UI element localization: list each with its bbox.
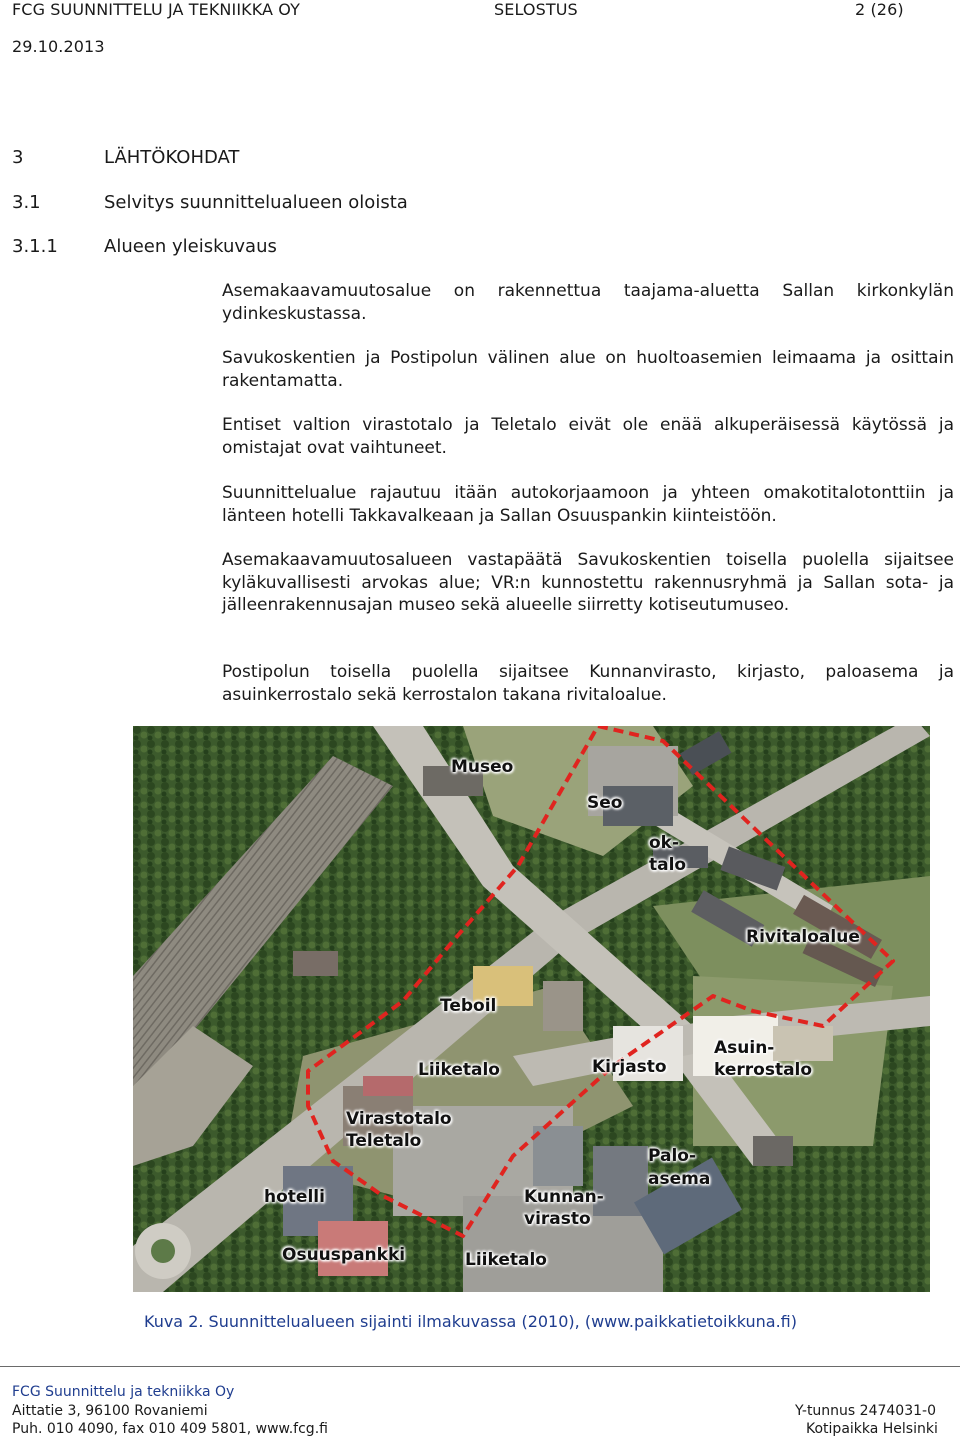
map-label-virastotalo: Virastotalo: [346, 1109, 452, 1129]
paragraph: Asemakaavamuutosalueen vastapäätä Savukoskentien toisella puolella sijaitsee kyläkuvallisesti arvokas alue; VR:n kunnostettu rakennusryhmä ja Sallan sota- ja jälleenrakennusajan museo sekä alueelle siirretty kotiseutumuseo.: [222, 550, 954, 615]
map-label-teletalo: Teletalo: [346, 1131, 422, 1151]
heading-number: 3: [12, 147, 24, 168]
map-label-liiketalo: Liiketalo: [465, 1250, 547, 1270]
map-label-kunnanvirasto: Kunnan-: [524, 1187, 604, 1207]
paragraph: Asemakaavamuutosalue on rakennettua taajama-aluetta Sallan kirkonkylän ydinkeskustassa.: [222, 281, 954, 324]
paragraph: Postipolun toisella puolella sijaitsee Kunnanvirasto, kirjasto, paloasema ja asuinkerrostalo sekä kerrostalon takana rivitaloalue.: [222, 662, 954, 705]
map-label-hotelli: hotelli: [264, 1187, 325, 1207]
footer-domicile: Kotipaikka Helsinki: [806, 1421, 938, 1437]
map-label-asuinkerrostalo: kerrostalo: [714, 1060, 813, 1080]
heading-title: LÄHTÖKOHDAT: [104, 147, 240, 168]
map-label-liiketalo: Liiketalo: [418, 1060, 500, 1080]
subsubheading-title: Alueen yleiskuvaus: [104, 236, 277, 257]
paragraph: Suunnittelualue rajautuu itään autokorjaamoon ja yhteen omakotitalotonttiin ja länteen hotelli Takkavalkeaan ja Sallan Osuuspankin kiinteistöön.: [222, 483, 954, 526]
header-page-number: 2 (26): [855, 0, 904, 19]
header-company: FCG SUUNNITTELU JA TEKNIIKKA OY: [12, 0, 300, 19]
map-label-oktalo: talo: [649, 855, 687, 875]
map-label-paloasema: Palo-: [648, 1146, 697, 1166]
map-label-teboil: Teboil: [440, 996, 497, 1016]
header-doc-type: SELOSTUS: [494, 0, 578, 19]
footer-business-id: Y-tunnus 2474031-0: [795, 1403, 936, 1419]
footer-address: Aittatie 3, 96100 Rovaniemi: [12, 1403, 208, 1419]
subsubheading-number: 3.1.1: [12, 236, 58, 257]
map-label-kirjasto: Kirjasto: [592, 1057, 667, 1077]
figure-caption: Kuva 2. Suunnittelualueen sijainti ilmakuvassa (2010), (www.paikkatietoikkuna.fi): [144, 1312, 797, 1331]
footer-divider: [0, 1366, 960, 1367]
map-label-kunnanvirasto: virasto: [524, 1209, 591, 1229]
footer-contact: Puh. 010 4090, fax 010 409 5801, www.fcg.fi: [12, 1421, 328, 1437]
map-label-osuuspankki: Osuuspankki: [282, 1245, 406, 1265]
paragraph: Savukoskentien ja Postipolun välinen alue on huoltoasemien leimaama ja osittain rakentamatta.: [222, 348, 954, 391]
map-label-seo: Seo: [587, 793, 623, 813]
map-label-oktalo: ok-: [649, 833, 680, 853]
map-label-asuinkerrostalo: Asuin-: [714, 1038, 775, 1058]
subheading-title: Selvitys suunnittelualueen oloista: [104, 192, 408, 213]
map-label-paloasema: asema: [648, 1169, 711, 1189]
subheading-number: 3.1: [12, 192, 41, 213]
header-date: 29.10.2013: [12, 37, 105, 56]
paragraph: Entiset valtion virastotalo ja Teletalo eivät ole enää alkuperäisessä käytössä ja omistajat ovat vaihtuneet.: [222, 415, 954, 458]
map-label-museo: Museo: [451, 757, 514, 777]
footer-company: FCG Suunnittelu ja tekniikka Oy: [12, 1384, 235, 1400]
map-label-rivitaloalue: Rivitaloalue: [746, 927, 860, 947]
